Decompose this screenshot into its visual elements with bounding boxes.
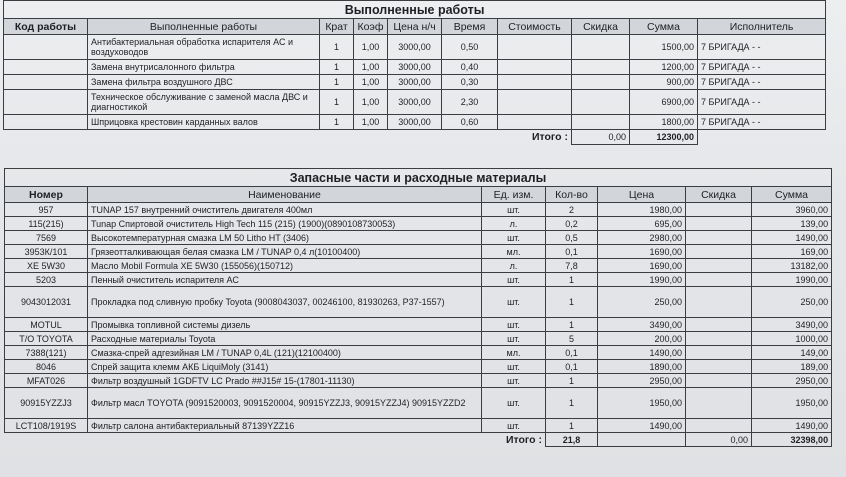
part-discount [686,259,752,273]
work-sum: 6900,00 [630,90,698,115]
works-total-sum: 12300,00 [630,130,698,145]
col-header: Номер [5,187,88,203]
part-discount [686,203,752,217]
col-header: Стоимость [498,19,572,35]
part-price: 1490,00 [598,346,686,360]
part-unit: л. [482,259,546,273]
col-header: Скидка [572,19,630,35]
part-unit: шт. [482,203,546,217]
part-unit: шт. [482,419,546,433]
parts-title: Запасные части и расходные материалы [5,169,832,187]
part-discount [686,217,752,231]
part-qty: 1 [546,287,598,318]
parts-table [4,168,832,447]
work-cost [498,90,572,115]
work-discount [572,75,630,90]
parts-total-sum: 32398,00 [752,433,832,447]
col-header: Кол-во [546,187,598,203]
part-unit: шт. [482,273,546,287]
table-row [5,318,832,332]
works-title: Выполненные работы [4,1,826,19]
table-row [5,217,832,231]
part-price: 2980,00 [598,231,686,245]
table-row [4,115,826,130]
table-row [5,332,832,346]
part-discount [686,388,752,419]
work-executor: 7 БРИГАДА - - [698,90,826,115]
part-name: Фильтр салона антибактериальный 87139YZZ16 [88,419,482,433]
part-name: Прокладка под сливную пробку Toyota (9008043037, 00246100, 81930263, P37-1557) [88,287,482,318]
table-row [5,287,832,318]
works-total-label: Итого : [531,131,568,144]
work-executor: 7 БРИГАДА - - [698,115,826,130]
part-price: 1990,00 [598,273,686,287]
part-unit: мл. [482,346,546,360]
table-row [5,388,832,419]
table-row [5,259,832,273]
work-price: 3000,00 [388,35,442,60]
part-discount [686,332,752,346]
part-discount [686,273,752,287]
work-time: 2,30 [442,90,498,115]
col-header: Наименование [88,187,482,203]
work-sum: 1500,00 [630,35,698,60]
part-unit: шт. [482,287,546,318]
part-name: Tunap Спиртовой очиститель High Tech 115 (215) (1900)(0890108730053) [88,217,482,231]
part-discount [686,231,752,245]
work-code [4,115,88,130]
part-sum: 250,00 [752,287,832,318]
work-price: 3000,00 [388,60,442,75]
part-sum: 149,00 [752,346,832,360]
col-header: Скидка [686,187,752,203]
part-name: Расходные материалы Toyota [88,332,482,346]
col-header: Крат [320,19,354,35]
work-price: 3000,00 [388,115,442,130]
part-discount [686,360,752,374]
table-row [5,360,832,374]
part-name: Фильтр воздушный 1GDFTV LC Prado ##J15# 15-(17801-11130) [88,374,482,388]
part-number: 9043012031 [5,287,88,318]
part-discount [686,287,752,318]
part-price: 250,00 [598,287,686,318]
part-unit: шт. [482,318,546,332]
col-header: Цена н/ч [388,19,442,35]
table-row [4,60,826,75]
col-header: Ед. изм. [482,187,546,203]
part-unit: мл. [482,245,546,259]
table-row [4,90,826,115]
part-sum: 189,00 [752,360,832,374]
part-number: MFAT026 [5,374,88,388]
part-price: 1490,00 [598,419,686,433]
part-price: 1690,00 [598,259,686,273]
part-number: T/O TOYOTA [5,332,88,346]
part-qty: 0,2 [546,217,598,231]
part-number: 7569 [5,231,88,245]
col-header: Коэф [354,19,388,35]
part-name: Высокотемпературная смазка LM 50 Litho HT (3406) [88,231,482,245]
part-discount [686,419,752,433]
table-row [5,419,832,433]
part-qty: 7,8 [546,259,598,273]
works-table [3,0,826,145]
part-sum: 13182,00 [752,259,832,273]
work-sum: 900,00 [630,75,698,90]
part-sum: 1000,00 [752,332,832,346]
work-koef: 1,00 [354,35,388,60]
part-name: Масло Mobil Formula XE 5W30 (155056)(150712) [88,259,482,273]
work-code [4,90,88,115]
part-qty: 0,1 [546,346,598,360]
col-header: Код работы [4,19,88,35]
part-name: Спрей защита клемм АКБ LiquiMoly (3141) [88,360,482,374]
works-header-row [4,19,826,35]
table-row [5,273,832,287]
part-unit: л. [482,217,546,231]
part-sum: 1490,00 [752,419,832,433]
work-executor: 7 БРИГАДА - - [698,75,826,90]
part-qty: 1 [546,374,598,388]
part-unit: шт. [482,231,546,245]
work-code [4,60,88,75]
part-discount [686,374,752,388]
part-qty: 1 [546,388,598,419]
part-qty: 1 [546,419,598,433]
work-time: 0,40 [442,60,498,75]
part-price: 1950,00 [598,388,686,419]
part-price: 2950,00 [598,374,686,388]
part-discount [686,346,752,360]
work-cost [498,115,572,130]
part-unit: шт. [482,388,546,419]
part-sum: 139,00 [752,217,832,231]
work-koef: 1,00 [354,75,388,90]
part-name: Смазка-спрей адгезийная LM / TUNAP 0,4L (121)(12100400) [88,346,482,360]
work-name: Антибактериальная обработка испарителя АС и воздуховодов [88,35,320,60]
work-name: Замена внутрисалонного фильтра [88,60,320,75]
part-number: MOTUL [5,318,88,332]
work-koef: 1,00 [354,60,388,75]
part-price: 1890,00 [598,360,686,374]
parts-total-qty: 21,8 [546,433,598,447]
work-name: Шприцовка крестовин карданных валов [88,115,320,130]
table-row [4,75,826,90]
table-row [5,346,832,360]
part-sum: 3490,00 [752,318,832,332]
part-number: 957 [5,203,88,217]
part-name: Промывка топливной системы дизель [88,318,482,332]
work-krat: 1 [320,115,354,130]
work-name: Техническое обслуживание с заменой масла ДВС и диагностикой [88,90,320,115]
work-discount [572,35,630,60]
col-header: Сумма [630,19,698,35]
part-qty: 1 [546,273,598,287]
parts-total-label: Итого : [505,433,542,446]
work-sum: 1800,00 [630,115,698,130]
work-executor: 7 БРИГАДА - - [698,60,826,75]
work-discount [572,115,630,130]
work-name: Замена фильтра воздушного ДВС [88,75,320,90]
part-sum: 169,00 [752,245,832,259]
part-discount [686,245,752,259]
part-number: LCT108/1919S [5,419,88,433]
part-number: 8046 [5,360,88,374]
work-time: 0,50 [442,35,498,60]
work-koef: 1,00 [354,90,388,115]
parts-total-row [5,433,832,447]
work-sum: 1200,00 [630,60,698,75]
col-header: Цена [598,187,686,203]
part-qty: 0,5 [546,231,598,245]
work-code [4,35,88,60]
work-koef: 1,00 [354,115,388,130]
part-sum: 1950,00 [752,388,832,419]
table-row [5,203,832,217]
work-cost [498,75,572,90]
part-price: 200,00 [598,332,686,346]
part-price: 695,00 [598,217,686,231]
part-price: 1690,00 [598,245,686,259]
part-name: TUNAP 157 внутренний очиститель двигателя 400мл [88,203,482,217]
works-total-row [4,130,826,145]
part-unit: шт. [482,332,546,346]
work-cost [498,35,572,60]
part-qty: 1 [546,318,598,332]
table-row [5,374,832,388]
part-number: XE 5W30 [5,259,88,273]
work-krat: 1 [320,90,354,115]
work-time: 0,30 [442,75,498,90]
part-discount [686,318,752,332]
work-executor: 7 БРИГАДА - - [698,35,826,60]
col-header: Исполнитель [698,19,826,35]
part-qty: 0,1 [546,245,598,259]
table-row [5,245,832,259]
part-price: 3490,00 [598,318,686,332]
part-qty: 5 [546,332,598,346]
part-number: 7388(121) [5,346,88,360]
part-sum: 3960,00 [752,203,832,217]
table-row [5,231,832,245]
work-discount [572,90,630,115]
table-row [4,35,826,60]
works-total-discount: 0,00 [572,130,630,145]
part-price: 1980,00 [598,203,686,217]
work-krat: 1 [320,35,354,60]
work-discount [572,60,630,75]
part-sum: 1990,00 [752,273,832,287]
part-number: 5203 [5,273,88,287]
part-sum: 1490,00 [752,231,832,245]
part-number: 90915YZZJ3 [5,388,88,419]
work-time: 0,60 [442,115,498,130]
part-name: Пенный очиститель испарителя АС [88,273,482,287]
part-name: Фильтр масл TOYOTA (9091520003, 9091520004, 90915YZZJ3, 90915YZZJ4) 90915YZZD2 [88,388,482,419]
work-code [4,75,88,90]
work-krat: 1 [320,75,354,90]
part-unit: шт. [482,360,546,374]
part-qty: 2 [546,203,598,217]
work-krat: 1 [320,60,354,75]
col-header: Выполненные работы [88,19,320,35]
parts-total-discount: 0,00 [686,433,752,447]
work-price: 3000,00 [388,75,442,90]
part-name: Грязеотталкивающая белая смазка LM / TUNAP 0,4 л(10100400) [88,245,482,259]
parts-header-row [5,187,832,203]
work-price: 3000,00 [388,90,442,115]
part-unit: шт. [482,374,546,388]
part-sum: 2950,00 [752,374,832,388]
part-qty: 0,1 [546,360,598,374]
part-number: 3953К/101 [5,245,88,259]
part-number: 115(215) [5,217,88,231]
col-header: Сумма [752,187,832,203]
work-cost [498,60,572,75]
col-header: Время [442,19,498,35]
